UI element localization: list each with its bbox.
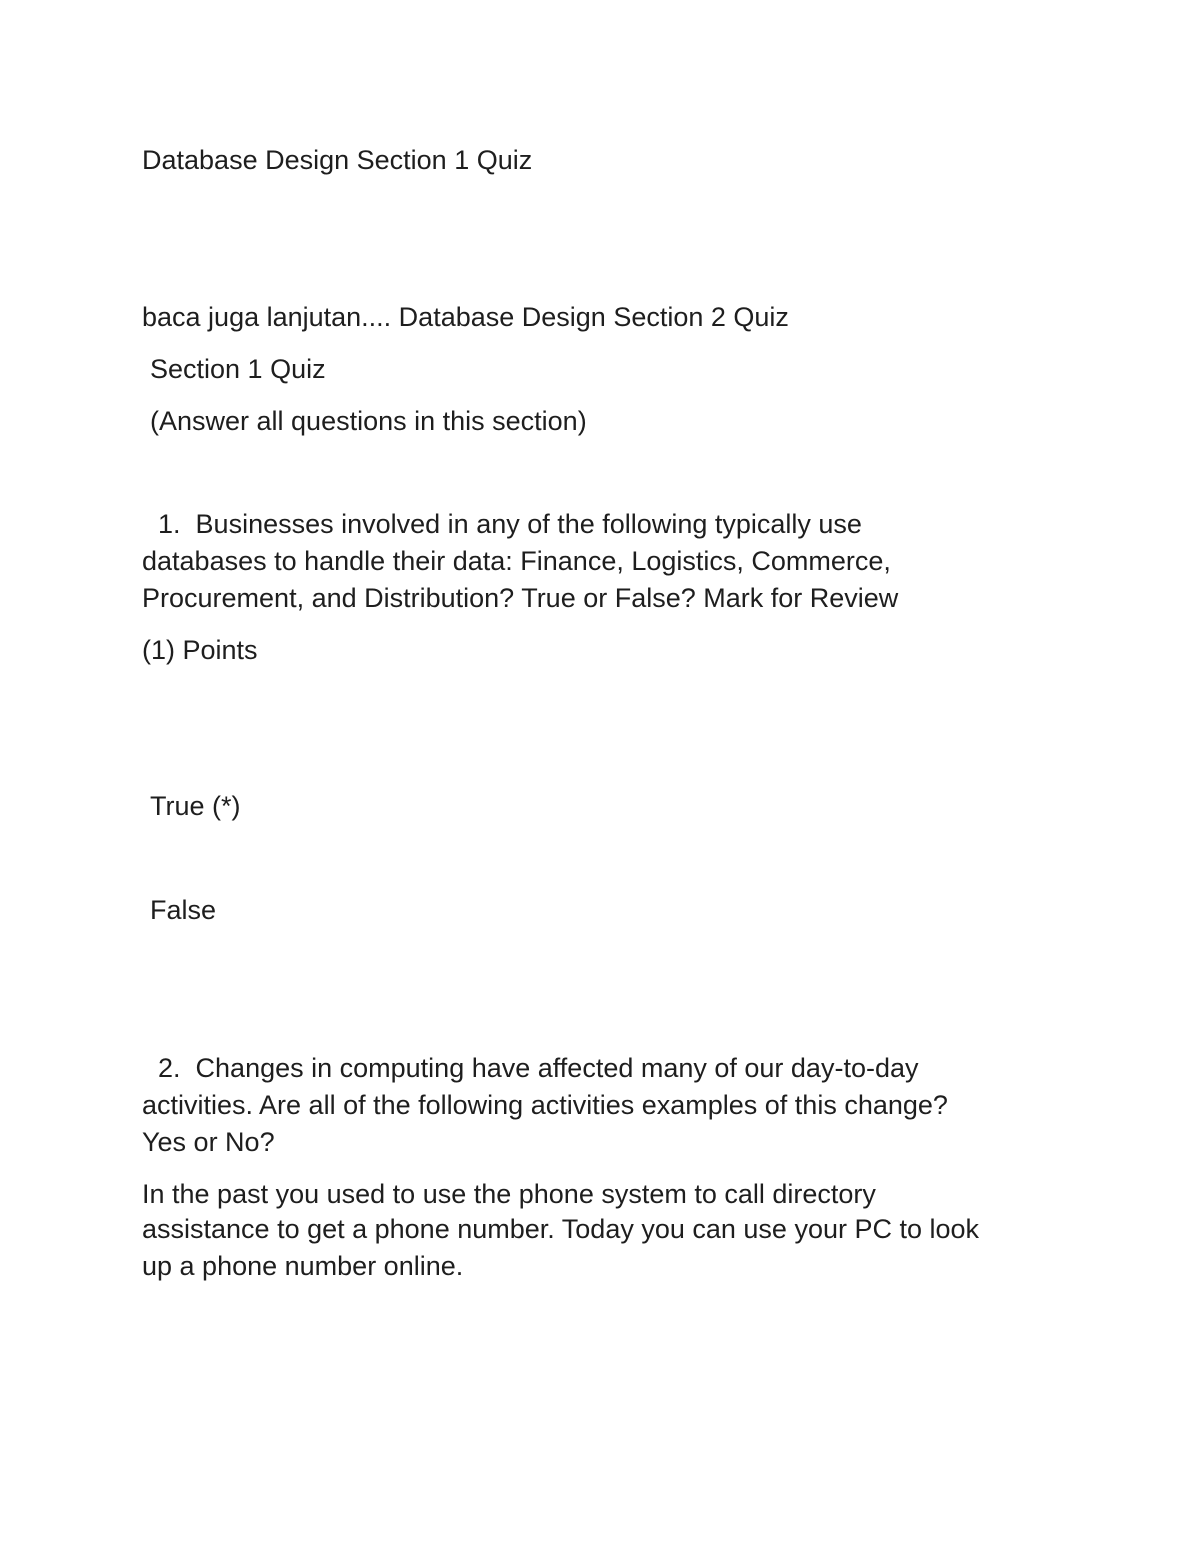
question-2-text-line3: Yes or No? (142, 1127, 275, 1157)
document-title: Database Design Section 1 Quiz (142, 145, 533, 175)
question-1-option-true[interactable]: True (*) (150, 791, 241, 821)
section-title: Section 1 Quiz (150, 354, 326, 384)
question-2-detail-line2: assistance to get a phone number. Today you can use your PC to look (142, 1214, 980, 1244)
question-2-line1 (158, 1050, 918, 1087)
question-2-text-line1: Changes in computing have affected many of our day-to-day (195, 1053, 919, 1083)
section-instructions: (Answer all questions in this section) (150, 406, 587, 436)
question-1-text-line3: Procurement, and Distribution? True or False? Mark for Review (142, 583, 899, 613)
question-2-number: 2. (158, 1053, 181, 1083)
question-1-line1 (158, 506, 862, 543)
question-2-text-line2: activities. Are all of the following activities examples of this change? (142, 1090, 948, 1120)
question-1-number: 1. (158, 509, 181, 539)
question-1-option-false[interactable]: False (150, 895, 217, 925)
related-link-line: baca juga lanjutan.... Database Design Section 2 Quiz (142, 302, 789, 332)
question-1-points: (1) Points (142, 635, 258, 665)
question-1-text-line1: Businesses involved in any of the following typically use (195, 509, 862, 539)
question-2-detail-line3: up a phone number online. (142, 1251, 464, 1281)
question-1-text-line2: databases to handle their data: Finance, Logistics, Commerce, (142, 546, 891, 576)
question-2-detail-line1: In the past you used to use the phone system to call directory (142, 1179, 876, 1209)
